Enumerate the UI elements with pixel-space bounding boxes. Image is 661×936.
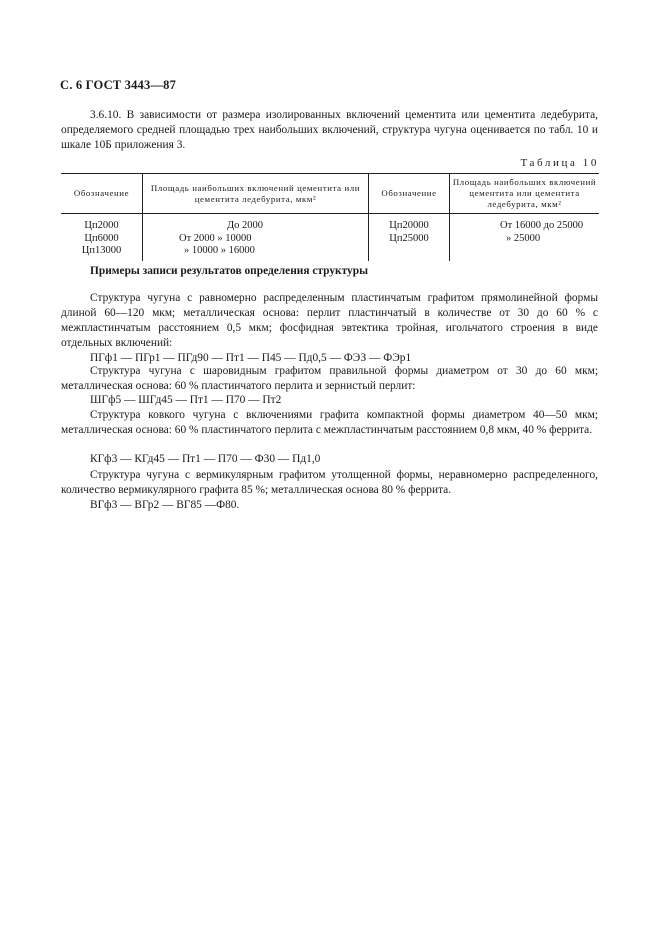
table-cell-areas-left	[143, 214, 369, 261]
table-caption: Таблица 10	[520, 157, 599, 169]
example-description: Структура ковкого чугуна с включениями графита компактной формы диаметром 40—50 мкм; металлическая основа: 60 % пластинчатого перлита с межпластинчатым расстоянием 0,8 мкм, 40 % феррита.	[61, 409, 598, 436]
example-formula: ПГф1 — ПГр1 — ПГд90 — Пт1 — П45 — Пд0,5 — ФЭЗ — ФЭр1	[90, 352, 412, 364]
example-formula: ШГф5 — ШГд45 — Пт1 — П70 — Пт2	[90, 394, 282, 406]
table-cell-areas-right	[450, 214, 600, 261]
table-area: От 2000 » 10000	[179, 232, 252, 244]
example-formula: ВГф3 — ВГр2 — ВГ85 —Ф80.	[90, 499, 240, 511]
table-code: Цп13000	[81, 245, 122, 256]
page-header: С. 6 ГОСТ 3443—87	[60, 78, 177, 92]
example-description: Структура чугуна с вермикулярным графитом утолщенной формы, неравномерно распределенного, количество вермикулярного графита 85 %; металлическая основа 80 % феррита.	[61, 469, 598, 496]
table-area: До 2000	[227, 220, 264, 231]
table-cell-codes-left	[61, 214, 143, 261]
table-area: » 25000	[506, 232, 541, 244]
intro-paragraph: 3.6.10. В зависимости от размера изолированных включений цементита или цементита ледебурита, определяемого средней площадью трех наибольших включений, структура чугуна оценивается по табл. 10 и шкале 10Б приложения 3.	[61, 109, 598, 151]
table-code: Цп2000	[84, 220, 119, 231]
table-code: Цп20000	[389, 220, 429, 231]
table-cell-codes-right	[369, 214, 450, 261]
table-code: Цп6000	[84, 232, 119, 244]
table-area: От 16000 до 25000	[500, 220, 584, 231]
example-description: Структура чугуна с шаровидным графитом правильной формы диаметром от 30 до 60 мкм; металлическая основа: 60 % пластинчатого перлита и зернистый перлит:	[61, 365, 598, 392]
table-area: » 10000 » 16000	[184, 245, 255, 256]
data-table	[61, 173, 599, 261]
table-code: Цп25000	[389, 232, 429, 244]
table-header-area-right: Площадь наибольших включений цементита или цементита ледебурита, мкм²	[450, 174, 600, 214]
section-title: Примеры записи результатов определения структуры	[90, 265, 368, 277]
table-header-designation-right: Обозначение	[369, 174, 450, 214]
table-header-area-left: Площадь наибольших включений цементита или цементита ледебурита, мкм²	[143, 174, 369, 214]
example-formula: КГф3 — КГд45 — Пт1 — П70 — Ф30 — Пд1,0	[90, 453, 321, 465]
table-header-designation-left: Обозначение	[61, 174, 143, 214]
example-description: Структура чугуна с равномерно распределенным пластинчатым графитом прямолинейной формы длиной 60—120 мкм; металлическая основа: перлит пластинчатый в количестве от 30 до 60 % с межпластинчатым расстоянием 0,5 мкм; фосфидная эвтектика тройная, игольчатого строения в виде отдельных включений:	[61, 292, 598, 349]
